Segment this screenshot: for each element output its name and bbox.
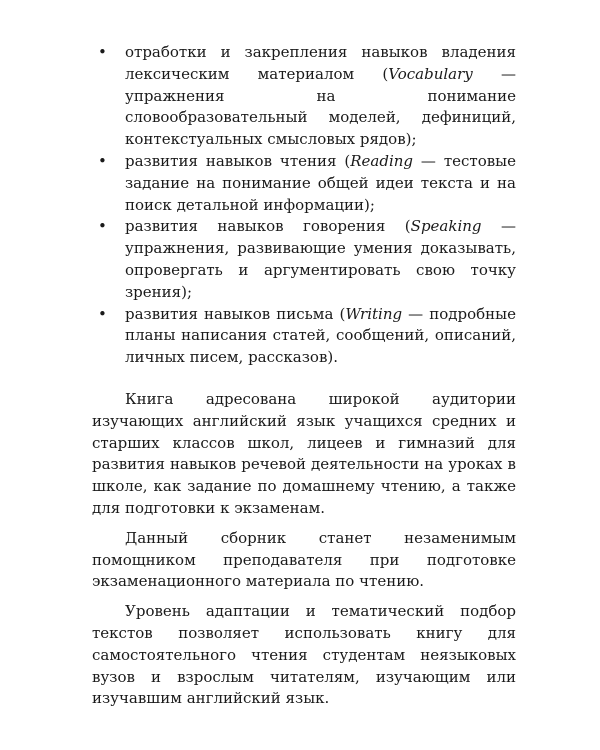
item-text: — упражнения, развивающие умения доказывать, опровергать и аргументировать свою точку зрения);	[125, 217, 516, 301]
page-text	[92, 42, 516, 710]
item-term: Vocabulary	[388, 64, 473, 83]
item-text: отработки и закрепления навыков владения лексическим материалом (	[125, 43, 516, 83]
list-item	[92, 216, 516, 303]
item-text: — упражнения на понимание словообразовательный моделей, дефиниций, контекстуальных смысловых рядов);	[125, 64, 516, 149]
bullet-icon: •	[98, 43, 107, 61]
list-item	[92, 42, 516, 151]
item-text: развития навыков письма (	[125, 304, 346, 323]
item-text: развития навыков чтения (	[125, 151, 351, 170]
item-term: Reading	[350, 151, 414, 170]
item-term: Writing	[345, 304, 403, 323]
item-text: — тестовые задание на понимание общей идеи текста и на поиск детальной информации);	[125, 151, 516, 214]
paragraph-audience: Книга адресована широкой аудитории изучающих английский язык учащихся средних и старших классов школ, лицеев и гимназий для развития навыков речевой деятельности на уроках в школе, как задание по домашнему чтению, а также для подготовки к экзаменам.	[92, 389, 516, 517]
item-text: развития навыков говорения (	[125, 217, 411, 236]
bullet-icon: •	[98, 217, 107, 236]
bullet-icon: •	[98, 304, 107, 323]
bullet-icon: •	[98, 151, 107, 170]
purpose-list	[92, 42, 516, 369]
list-item	[92, 304, 516, 369]
paragraph-adaptation: Уровень адаптации и тематический подбор текстов позволяет использовать книгу для самостоятельного чтения студентам неязыковых вузов и взрослым читателям, изучающим или изучавшим английский язык.	[92, 602, 516, 708]
list-item	[92, 151, 516, 216]
item-text: — подробные планы написания статей, сообщений, описаний, личных писем, рассказов).	[125, 304, 516, 367]
paragraph-teacher: Данный сборник станет незаменимым помощником преподавателя при подготовке экзаменационного материала по чтению.	[92, 528, 516, 591]
item-term: Speaking	[410, 217, 482, 236]
